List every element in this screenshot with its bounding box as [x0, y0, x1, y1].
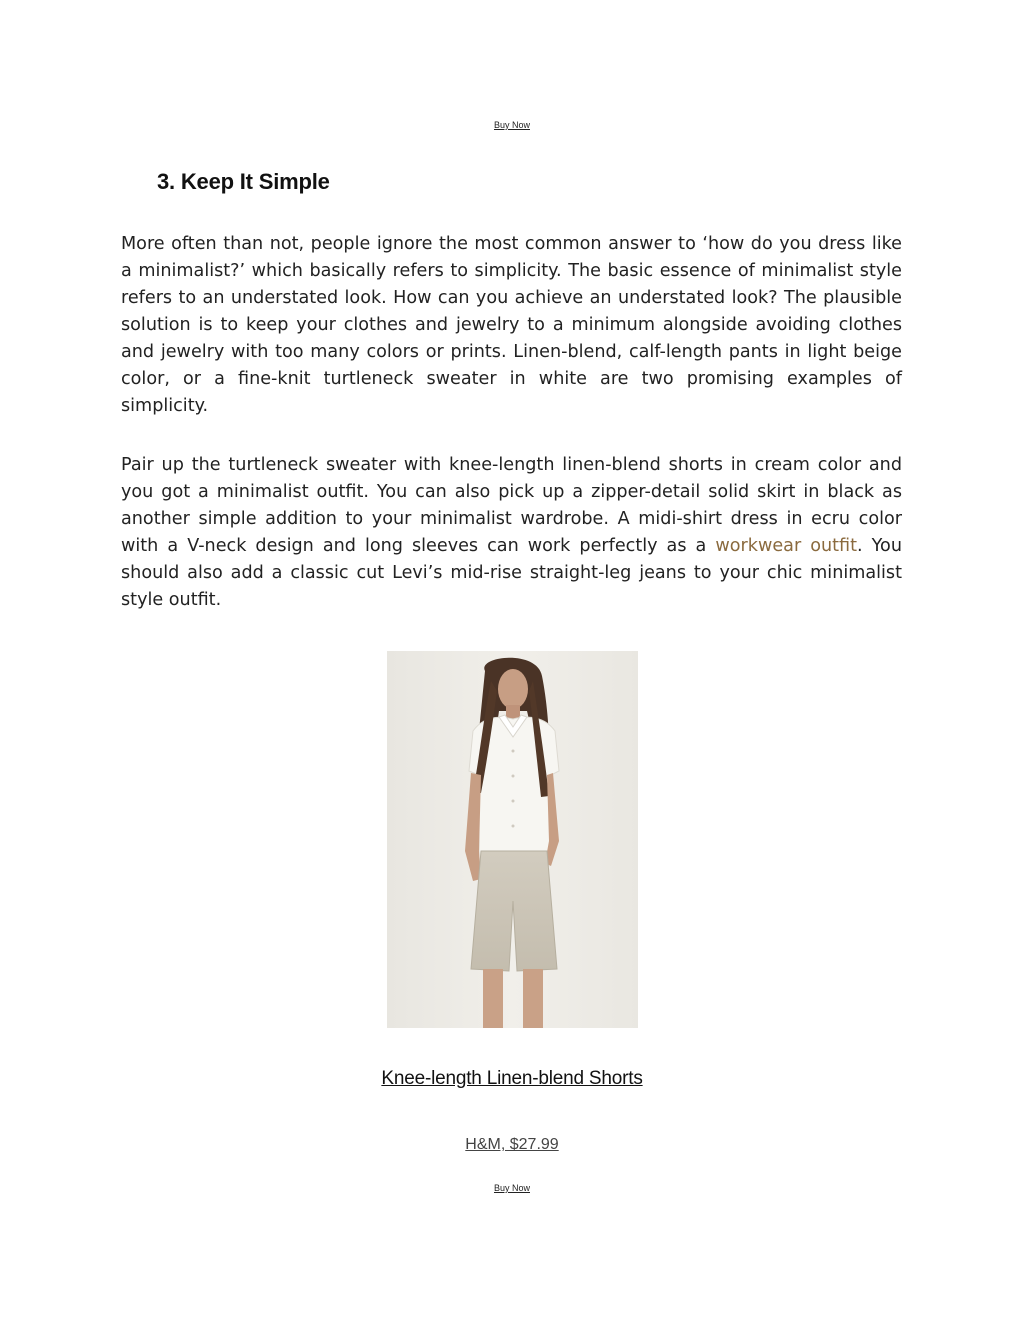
- product-photo[interactable]: [387, 651, 638, 1028]
- workwear-outfit-link[interactable]: workwear outfit: [715, 536, 858, 556]
- product-price-link[interactable]: H&M, $27.99: [465, 1136, 559, 1153]
- buy-now-link-top[interactable]: Buy Now: [493, 120, 530, 130]
- product-name-link[interactable]: Knee-length Linen-blend Shorts: [381, 1068, 643, 1089]
- section-heading: 3. Keep It Simple: [157, 169, 330, 194]
- paragraph-simplicity: More often than not, people ignore the most common answer to ‘how do you dress like a minimalist?’ which basically refers to simplicity. The basic essence of minimalist style refers to an understated look. How can you achieve an understated look? The plausible solution is to keep your clothes and jewelry to a minimum alongside avoiding clothes and jewelry with too many colors or prints. Linen-blend, calf-length pants in light beige color, or a fine-knit turtleneck sweater in white are two promising examples of simplicity.: [121, 234, 902, 416]
- paragraph-text-before-link: Pair up the turtleneck sweater with knee-length linen-blend shorts in cream color and you got a minimalist outfit. You can also pick up a zipper-detail solid skirt in black as another simple addition to your minimalist wardrobe. A midi-shirt dress in ecru color with a V-neck design and long sleeves can work perfectly as a: [121, 455, 902, 556]
- buy-now-link-bottom[interactable]: Buy Now: [493, 1183, 530, 1193]
- paragraph-text-after-link: . You should also add a classic cut Levi’s mid-rise straight-leg jeans to your chic minimalist style outfit.: [121, 536, 902, 610]
- paragraph-outfit-ideas: [121, 452, 902, 614]
